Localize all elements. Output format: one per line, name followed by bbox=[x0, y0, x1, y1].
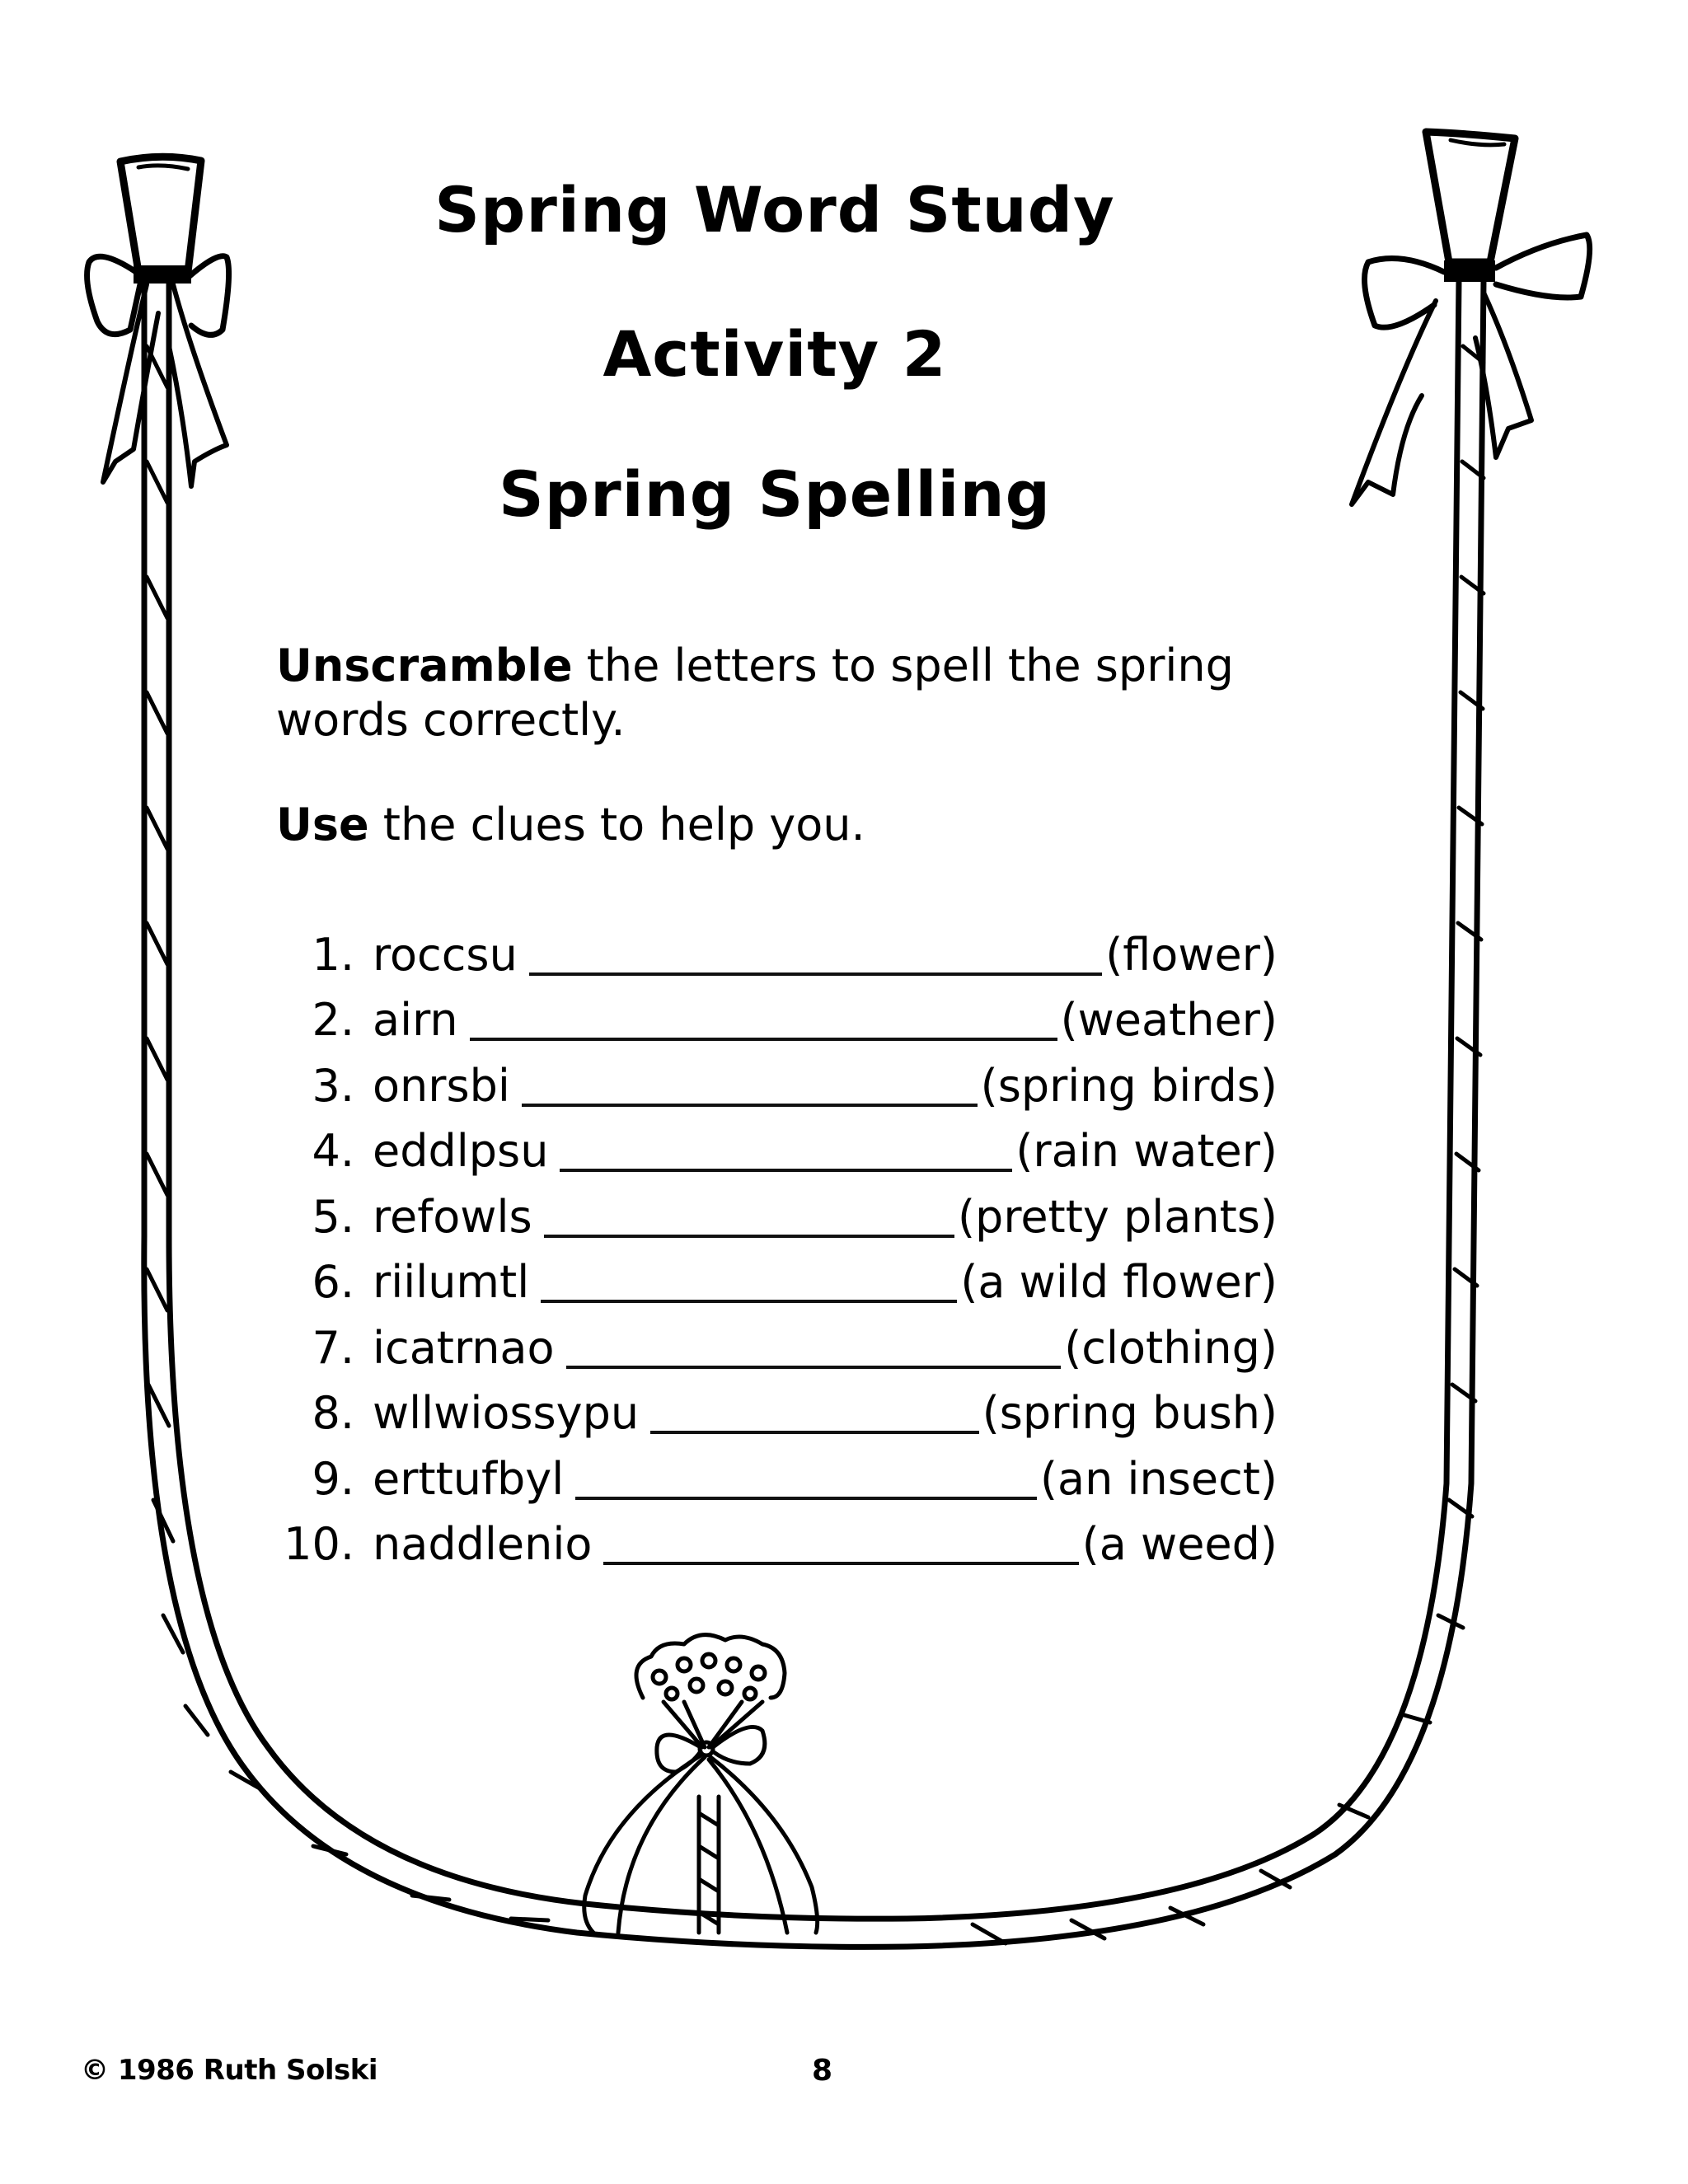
clue: (spring bush) bbox=[982, 1387, 1278, 1439]
scrambled-word: wllwiossypu bbox=[373, 1387, 640, 1439]
answer-blank[interactable] bbox=[470, 1029, 1057, 1041]
answer-blank[interactable] bbox=[603, 1554, 1078, 1565]
list-item bbox=[272, 1505, 1278, 1571]
item-number: 3. bbox=[312, 1059, 354, 1112]
scrambled-word: eddlpsu bbox=[373, 1125, 549, 1177]
page-number: 8 bbox=[812, 2054, 833, 2088]
clue: (rain water) bbox=[1015, 1125, 1278, 1177]
section-heading: Spring Spelling bbox=[499, 457, 1051, 531]
item-number: 8. bbox=[312, 1387, 354, 1439]
list-item bbox=[272, 915, 1278, 981]
answer-blank[interactable] bbox=[541, 1291, 957, 1303]
instruction-text: the clues to help you. bbox=[368, 799, 865, 851]
scrambled-word: airn bbox=[373, 994, 458, 1046]
list-item bbox=[272, 1112, 1278, 1178]
answer-blank[interactable] bbox=[529, 964, 1102, 976]
clue: (clothing) bbox=[1064, 1321, 1278, 1374]
answer-blank[interactable] bbox=[522, 1095, 978, 1107]
list-item bbox=[272, 1046, 1278, 1112]
item-number: 5. bbox=[312, 1190, 354, 1243]
item-number: 1. bbox=[312, 928, 354, 981]
instruction-text: the letters to spell the spring words correctly. bbox=[276, 640, 1234, 746]
list-item bbox=[272, 1439, 1278, 1505]
item-number: 10. bbox=[284, 1518, 354, 1570]
instruction-bold: Unscramble bbox=[276, 640, 573, 691]
list-item bbox=[272, 1177, 1278, 1243]
clue: (a wild flower) bbox=[960, 1256, 1278, 1308]
list-item bbox=[272, 1374, 1278, 1440]
instruction-bold: Use bbox=[276, 799, 369, 851]
page-title: Spring Word Study bbox=[434, 173, 1115, 246]
item-number: 6. bbox=[312, 1256, 354, 1308]
activity-heading: Activity 2 bbox=[603, 317, 947, 391]
scrambled-word: icatrnao bbox=[373, 1321, 555, 1374]
clue: (flower) bbox=[1105, 928, 1278, 981]
instruction-unscramble bbox=[276, 639, 1306, 748]
item-number: 7. bbox=[312, 1321, 354, 1374]
answer-blank[interactable] bbox=[544, 1226, 954, 1238]
item-number: 9. bbox=[312, 1452, 354, 1505]
list-item bbox=[272, 981, 1278, 1047]
answer-blank[interactable] bbox=[560, 1160, 1012, 1172]
copyright-notice: © 1986 Ruth Solski bbox=[81, 2054, 377, 2087]
scrambled-word: refowls bbox=[373, 1190, 532, 1243]
clue: (an insect) bbox=[1039, 1452, 1278, 1505]
answer-blank[interactable] bbox=[575, 1488, 1037, 1500]
scrambled-word: onrsbi bbox=[373, 1059, 510, 1112]
clue: (pretty plants) bbox=[957, 1190, 1278, 1243]
answer-blank[interactable] bbox=[566, 1357, 1062, 1369]
flower-bouquet-icon bbox=[584, 1635, 818, 1933]
clue: (weather) bbox=[1060, 994, 1278, 1046]
clue: (a weed) bbox=[1081, 1518, 1278, 1570]
list-item bbox=[272, 1243, 1278, 1309]
item-number: 2. bbox=[312, 994, 354, 1046]
scrambled-word: riilumtl bbox=[373, 1256, 530, 1308]
scrambled-word: roccsu bbox=[373, 928, 518, 981]
answer-blank[interactable] bbox=[650, 1422, 979, 1434]
scrambled-word: naddlenio bbox=[373, 1518, 593, 1570]
list-item bbox=[272, 1308, 1278, 1374]
instruction-use-clues bbox=[276, 798, 1306, 852]
clue: (spring birds) bbox=[980, 1059, 1278, 1112]
word-list bbox=[272, 915, 1278, 1570]
scrambled-word: erttufbyl bbox=[373, 1452, 565, 1505]
item-number: 4. bbox=[312, 1125, 354, 1177]
